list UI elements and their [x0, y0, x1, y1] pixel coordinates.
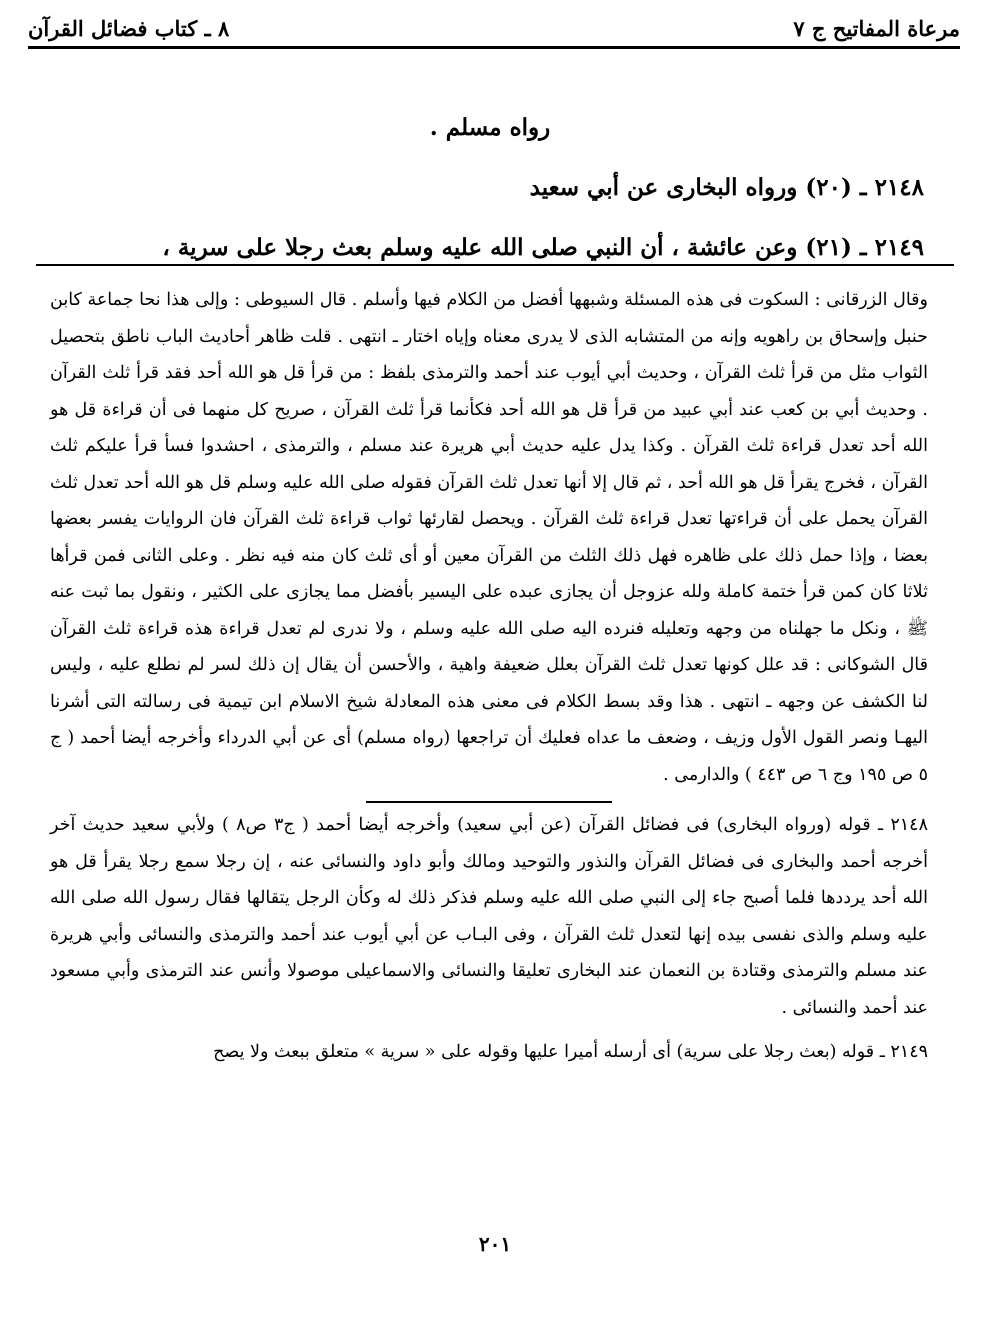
commentary — [50, 282, 928, 1071]
commentary-paragraph: ٢١٤٩ ـ قوله (بعث رجلا على سرية) أى أرسله أميرا عليها وقوله على « سرية » متعلق ببعث ولا يصح — [213, 1042, 928, 1062]
section-divider — [50, 793, 928, 807]
footnote-separator — [36, 264, 954, 266]
header-book-title: مرعاة المفاتيح ج ٧ — [793, 15, 960, 41]
header-chapter-title: ٨ ـ كتاب فضائل القرآن — [28, 15, 230, 41]
page-number: ٢٠١ — [478, 1232, 512, 1256]
hadith-line: رواه مسلم . — [429, 114, 551, 141]
commentary-paragraph: ٢١٤٨ ـ قوله (ورواه البخارى) فى فضائل القرآن (عن أبي سعيد) وأخرجه أيضا أحمد ( ج٣ ص٨ ) ولأبي سعيد حديث آخر أخرجه أحمد والبخارى فى فضائل القرآن والنذور والتوحيد ومالك وأبو داود والنسائى عنه ، إن رجلا سمع رجلا يقرأ قل هو الله أحد يرددها فلما أصبح جاء إلى النبي صلى الله عليه وسلم فذكر ذلك له وكأن الرجل يتقالها فقال رسول الله صلى الله عليه وسلم والذى نفسى بيده إنها لتعدل ثلث القرآن ، وفى البـاب عن أبي أيوب عند أحمد والترمذى والنسائى وأبي هريرة عند مسلم والترمذى وقتادة بن النعمان عند البخارى تعليقا والنسائى والاسماعيلى موصولا وأنس عند الترمذى وأبي مسعود عند أحمد والنسائى . — [50, 815, 928, 1018]
hadith-line: ٢١٤٨ ـ (٢٠) ورواه البخارى عن أبي سعيد — [529, 174, 924, 201]
commentary-paragraph: وقال الزرقانى : السكوت فى هذه المسئلة وشبهها أفضل من الكلام فيها وأسلم . قال السيوطى : وإلى هذا نحا جماعة كابن حنبل وإسحاق بن راهويه وإنه من المتشابه الذى لا يدرى معناه وإياه اختار ـ انتهى . قلت ظاهر أحاديث الباب ناطق بتحصيل الثواب مثل من قرأ ثلث القرآن ، وحديث أبي أيوب عند أحمد والترمذى بلفظ : من قرأ قل هو الله أحد فقد قرأ ثلث القرآن . وحديث أبي بن كعب عند أبي عبيد من قرأ قل هو الله أحد فكأنما قرأ ثلث القرآن ، صريح كل منهما فى أن قراءة قل هو الله أحد تعدل قراءة ثلث القرآن . وكذا يدل عليه حديث أبي هريرة عند مسلم ، والترمذى ، احشدوا فسأ قرأ عليكم ثلث القرآن ، فخرج يقرأ قل هو الله أحد ، ثم قال إلا أنها تعدل ثلث القرآن فقوله صلى الله عليه وسلم قل هو الله أحد تعدل ثلث القرآن يحمل على أن قراءتها تعدل قراءة ثلث القرآن . ويحصل لقارئها ثواب قراءة ثلث القرآن فان الروايات يفسر بعضها بعضا ، وإذا حمل ذلك على ظاهره فهل ذلك الثلث من القرآن معين أو أى ثلث كان منه فيه نظر . وعلى الثانى فمن قرأها ثلاثا كان كمن قرأ ختمة كاملة ولله عزوجل أن يجازى عبده على اليسير بأفضل مما يجازى على الكثير ، ونقول بما ثبت عنه ﷺ ، ونكل ما جهلناه من وجهه وتعليله فنرده اليه صلى الله عليه وسلم ، ولا ندرى لم تعدل قراءة هذه قراءة ثلث القرآن قال الشوكانى : قد علل كونها تعدل ثلث القرآن بعلل ضعيفة واهية ، والأحسن أن يقال إن ذلك لسر لم نطلع عليه ، وليس لنا الكشف عن وجهه ـ انتهى . هذا وقد بسط الكلام فى معنى هذه المعادلة شيخ الاسلام ابن تيمية فى رسالته التى أشرنا اليهـا ونصر القول الأول وزيف ، وضعف ما عداه فعليك أن تراجعها (رواه مسلم) أى عن أبي الدرداء وأخرجه أيضا أحمد ( ج ٥ ص ١٩٥ وج ٦ ص ٤٤٣ ) والدارمى . — [50, 290, 928, 785]
hadith-line: ٢١٤٩ ـ (٢١) وعن عائشة ، أن النبي صلى الله عليه وسلم بعث رجلا على سرية ، — [162, 234, 924, 261]
hadith-text — [56, 108, 924, 288]
running-header — [28, 10, 960, 49]
